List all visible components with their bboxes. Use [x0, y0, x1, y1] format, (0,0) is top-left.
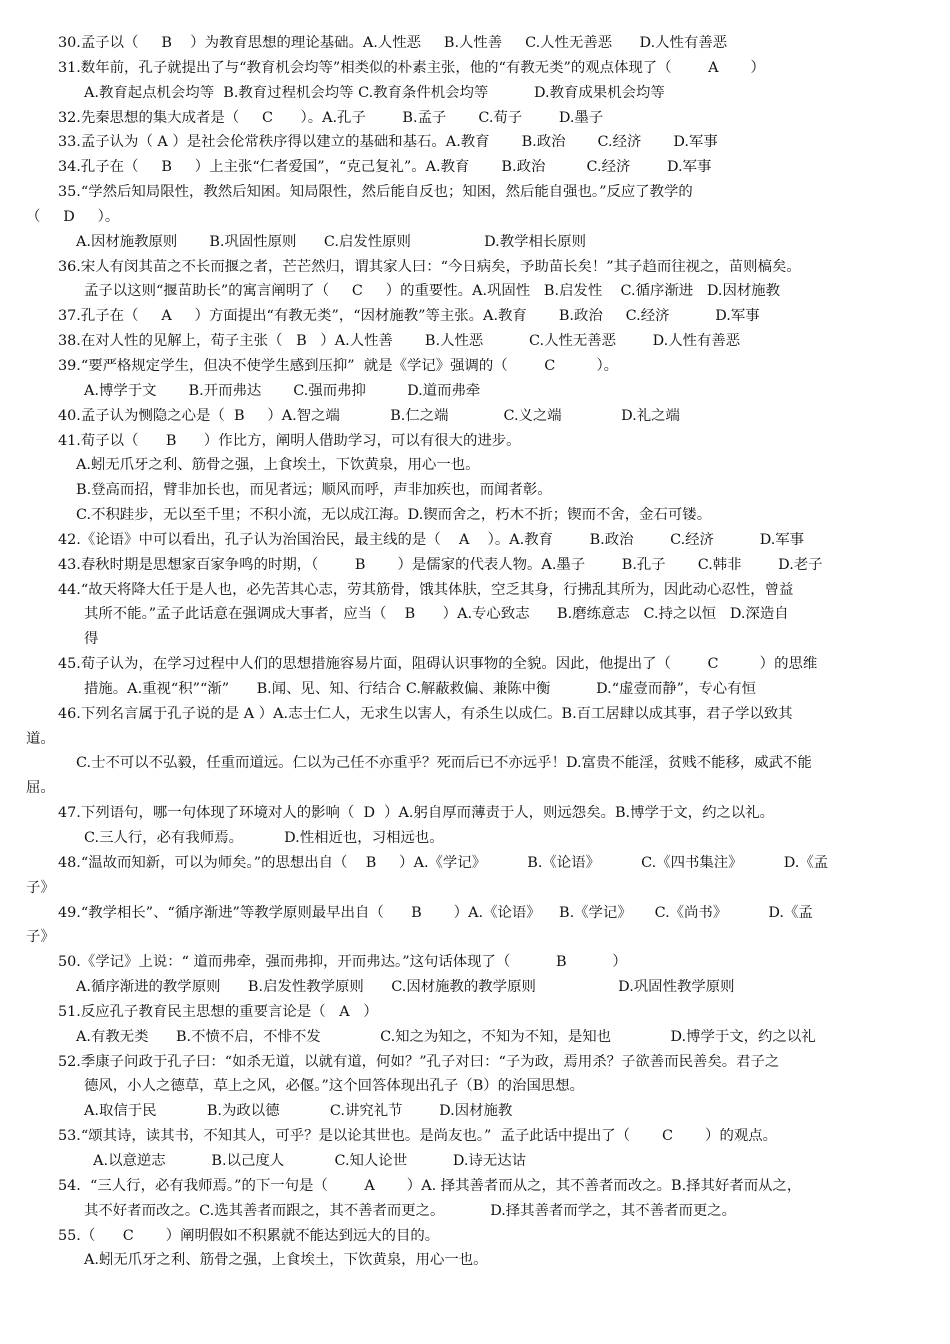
text-line: C.士不可以不弘毅，任重而道远。仁以为己任不亦重乎？死而后已不亦远乎！D.富贵不能淫，贫贱不能移，威武不能 — [76, 755, 812, 772]
text-line: 41.荀子以（ B ）作比方，阐明人借助学习，可以有很大的进步。 — [58, 432, 521, 449]
text-line: 得 — [84, 631, 99, 648]
text-line: （ D ）。 — [26, 208, 120, 225]
text-line: A.取信于民 B.为政以德 C.讲究礼节 D.因材施教 — [84, 1103, 513, 1120]
text-line: 道。 — [26, 730, 55, 747]
text-line: A.有教无类 B.不愤不启，不悱不发 C.知之为知之，不知为不知，是知也 D.博学于文，约之以礼 — [76, 1028, 816, 1045]
text-line: A.博学于文 B.开而弗达 C.强而弗抑 D.道而弗牵 — [84, 382, 481, 399]
text-line: 32.先秦思想的集大成者是（ C ）。A.孔子 B.孟子 C.荀子 D.墨子 — [58, 109, 604, 126]
text-line: 35.“学然后知局限性，教然后知困。知局限性，然后能自反也；知困，然后能自强也。”反应了教学的 — [58, 184, 693, 201]
text-line: A.蚓无爪牙之利、筋骨之强，上食埃土，下饮黄泉，用心一也。 — [84, 1252, 488, 1269]
text-line: C.不积跬步，无以至千里；不积小流，无以成江海。D.锲而舍之，朽木不折；锲而不舍，金石可镂。 — [76, 507, 712, 524]
text-line: A.以意逆志 B.以己度人 C.知人论世 D.诗无达诂 — [84, 1152, 526, 1169]
text-line: 48.“温故而知新，可以为师矣。”的思想出自（ B ）A.《学记》 B.《论语》 C.《四书集注》 D.《孟 — [58, 854, 829, 871]
text-line: B.登高而招，臂非加长也，而见者远；顺风而呼，声非加疾也，而闻者彰。 — [76, 482, 552, 499]
text-line: 屈。 — [26, 780, 55, 797]
text-line: 45.荀子认为，在学习过程中人们的思想措施容易片面，阻碍认识事物的全貌。因此，他提出了（ C ）的思维 — [58, 656, 818, 673]
text-line: 52.季康子问政于孔子曰：“如杀无道，以就有道，何如？”孔子对曰：“子为政，焉用杀？子欲善而民善矣。君子之 — [58, 1053, 780, 1070]
text-line: 39.“要严格规定学生，但决不使学生感到压抑” 就是《学记》强调的（ C ）。 — [58, 357, 619, 374]
text-line: 54. “三人行，必有我师焉。”的下一句是（ A ）A. 择其善者而从之，其不善者而改之。B.择其好者而从之， — [58, 1177, 802, 1194]
text-line: 30.孟子以（ B ）为教育思想的理论基础。A.人性恶 B.人性善 C.人性无善恶 D.人性有善恶 — [58, 35, 728, 51]
text-line: 31.数年前，孔子就提出了与“教育机会均等”相类似的朴素主张，他的“有教无类”的观点体现了（ A ） — [58, 59, 765, 76]
text-line: C.三人行，必有我师焉。 D.性相近也，习相远也。 — [84, 830, 444, 846]
text-line: 37.孔子在（ A ）方面提出“有教无类”，“因材施教”等主张。A.教育 B.政治 C.经济 D.军事 — [58, 308, 760, 325]
text-line: 措施。A.重视“积”“渐” B.闻、见、知、行结合 C.解蔽救偏、兼陈中衡 D.“虚壹而静”，专心有恒 — [84, 680, 756, 697]
text-line: A.循序渐进的教学原则 B.启发性教学原则 C.因材施教的教学原则 D.巩固性教学原则 — [76, 979, 735, 996]
text-line: 43.春秋时期是思想家百家争鸣的时期，（ B ）是儒家的代表人物。A.墨子 B.孔子 C.韩非 D.老子 — [58, 556, 823, 573]
text-line: 34.孔子在（ B ）上主张“仁者爱国”，“克己复礼”。A.教育 B.政治 C.经济 D.军事 — [58, 159, 712, 176]
text-line: 子》 — [26, 929, 55, 946]
text-line: 38.在对人性的见解上，荀子主张（ B ）A.人性善 B.人性恶 C.人性无善恶 D.人性有善恶 — [58, 333, 741, 350]
text-line: 49.“教学相长”、“循序渐进”等教学原则最早出自（ B ）A.《论语》 B.《学记》 C.《尚书》 D.《孟 — [58, 904, 813, 921]
text-line: 42.《论语》中可以看出，孔子认为治国治民，最主线的是（ A ）。A.教育 B.政治 C.经济 D.军事 — [58, 531, 805, 548]
text-line: 51.反应孔子教育民主思想的重要言论是（ A ） — [58, 1003, 378, 1020]
text-line: 40.孟子认为恻隐之心是（ B ）A.智之端 B.仁之端 C.义之端 D.礼之端 — [58, 407, 680, 424]
text-line: 其所不能。”孟子此话意在强调成大事者，应当（ B ）A.专心致志 B.磨练意志 C.持之以恒 D.深造自 — [84, 606, 789, 623]
text-line: 其不好者而改之。C.选其善者而跟之，其不善者而更之。 D.择其善者而学之，其不善者而更之。 — [84, 1202, 737, 1219]
text-line: A.教育起点机会均等 B.教育过程机会均等 C.教育条件机会均等 D.教育成果机会均等 — [84, 84, 665, 101]
text-line: 53.“颂其诗，读其书，不知其人，可乎？是以论其世也。是尚友也。” 孟子此话中提出了（ C ）的观点。 — [58, 1128, 778, 1145]
text-line: 50.《学记》上说：“ 道而弗牵，强而弗抑，开而弗达。”这句话体现了（ B ） — [58, 954, 627, 971]
text-line: 33.孟子认为（ A ）是社会伦常秩序得以建立的基础和基石。A.教育 B.政治 C.经济 D.军事 — [58, 134, 718, 151]
text-line: 孟子以这则“揠苗助长”的寓言阐明了（ C ）的重要性。A.巩固性 B.启发性 C.循序渐进 D.因材施教 — [84, 283, 781, 300]
text-line: 44.“故天将降大任于是人也，必先苦其心志，劳其筋骨，饿其体肤，空乏其身，行拂乱其所为，因此动心忍性，曾益 — [58, 581, 794, 598]
text-line: A.蚓无爪牙之利、筋骨之强，上食埃土，下饮黄泉，用心一也。 — [76, 457, 480, 474]
text-line: 子》 — [26, 879, 55, 896]
text-line: 46.下列名言属于孔子说的是 A ）A.志士仁人，无求生以害人，有杀生以成仁。B.百工居肆以成其事，君子学以致其 — [58, 705, 793, 722]
text-line: 47.下列语句，哪一句体现了环境对人的影响（ D ）A.躬自厚而薄责于人，则远怨矣。B.博学于文，约之以礼。 — [58, 805, 775, 822]
text-line: 55.（ C ）阐明假如不积累就不能达到远大的目的。 — [58, 1227, 440, 1244]
text-line: 36.宋人有闵其苗之不长而揠之者，芒芒然归，谓其家人曰：“今日病矣，予助苗长矣！”其子趋而往视之，苗则槁矣。 — [58, 258, 801, 275]
text-line: 德风，小人之德草，草上之风，必偃。”这个回答体现出孔子（B）的治国思想。 — [84, 1078, 585, 1095]
text-line: A.因材施教原则 B.巩固性原则 C.启发性原则 D.教学相长原则 — [76, 233, 587, 250]
